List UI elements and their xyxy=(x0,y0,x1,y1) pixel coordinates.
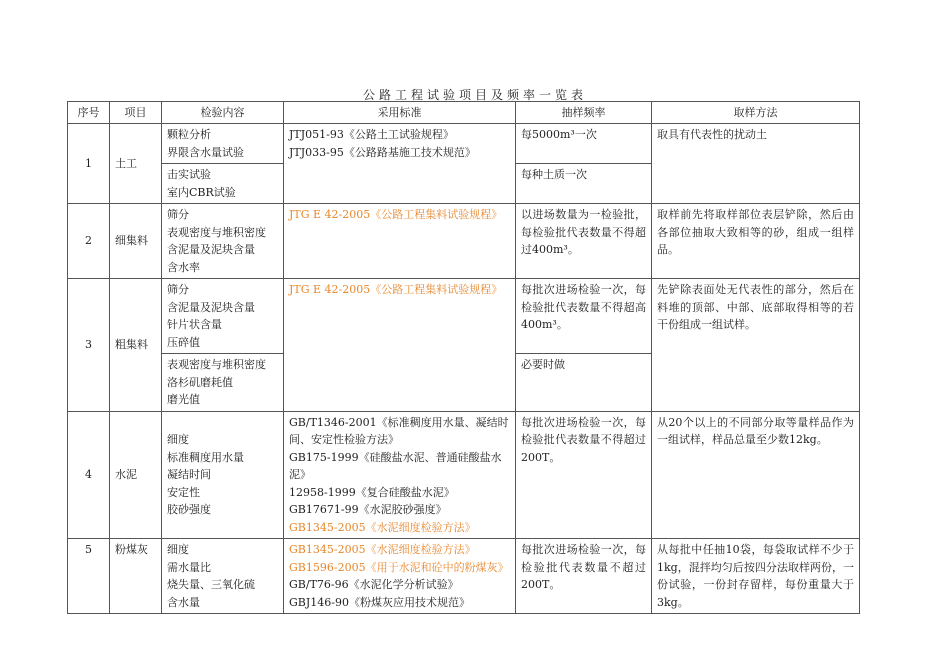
row-no: 2 xyxy=(68,204,110,279)
table-row xyxy=(68,124,860,164)
row-frequency: 以进场数量为一检验批，每检验批代表数量不得超过400m³。 xyxy=(516,204,652,279)
content-line: 烧失量、三氧化硫 xyxy=(167,578,255,591)
content-line: 含泥量及泥块含量 xyxy=(167,243,255,256)
table-header-row xyxy=(68,102,860,124)
content-line: 针片状含量 xyxy=(167,318,222,331)
row-no: 4 xyxy=(68,411,110,539)
content-line: 需水量比 xyxy=(167,560,211,574)
standard-line-highlight: GB1345-2005《水泥细度检验方法》 xyxy=(289,543,476,556)
standard-line: GB/T76-96《水泥化学分析试验》 xyxy=(289,578,459,591)
standard-line: GBJ146-90《粉煤灰应用技术规范》 xyxy=(289,595,470,609)
row-no: 3 xyxy=(68,279,110,412)
standard-line: JTJ033-95《公路路基施工技术规范》 xyxy=(289,145,476,159)
content-line: 安定性 xyxy=(167,485,200,499)
standard-line: 12958-1999《复合硅酸盐水泥》 xyxy=(289,485,455,499)
row-no: 1 xyxy=(68,124,110,204)
table-row xyxy=(68,204,860,279)
row-item: 土工 xyxy=(110,124,162,204)
row-standard xyxy=(284,411,516,539)
row-no: 5 xyxy=(68,539,110,614)
page-title: 公路工程试验项目及频率一览表 xyxy=(362,88,587,102)
standard-line: GB17671-99《水泥胶砂强度》 xyxy=(289,503,447,516)
row-content xyxy=(162,279,284,354)
content-line: 筛分 xyxy=(167,208,189,221)
content-line: 击实试验 xyxy=(167,168,211,181)
row-standard xyxy=(284,539,516,614)
header-no: 序号 xyxy=(68,102,110,124)
row-content xyxy=(162,539,284,614)
content-line: 颗粒分析 xyxy=(167,128,211,141)
row-content xyxy=(162,411,284,539)
content-line: 含泥量及泥块含量 xyxy=(167,300,255,314)
standard-line: GB175-1999《硅酸盐水泥、普通硅酸盐水泥》 xyxy=(289,450,502,481)
row-standard: JTG E 42-2005《公路工程集料试验规程》 xyxy=(284,204,516,279)
row-method: 先铲除表面处无代表性的部分，然后在料堆的顶部、中部、底部取得相等的若干份组成一组试样。 xyxy=(652,279,860,412)
content-line: 含水率 xyxy=(167,260,200,274)
content-line: 含水量 xyxy=(167,595,200,609)
row-frequency: 每批次进场检验一次，每检验批代表数量不得超过200T。 xyxy=(516,411,652,539)
row-frequency: 必要时做 xyxy=(516,354,652,412)
header-frequency: 抽样频率 xyxy=(516,102,652,124)
frequency-text: 每5000m³一次 xyxy=(521,128,597,141)
content-line: 细度 xyxy=(167,433,189,446)
content-line: 凝结时间 xyxy=(167,468,211,481)
table-row xyxy=(68,411,860,539)
content-line: 表观密度与堆积密度 xyxy=(167,358,266,371)
row-item: 粗集料 xyxy=(110,279,162,412)
standard-line-highlight: GB1345-2005《水泥细度检验方法》 xyxy=(289,520,476,534)
row-content xyxy=(162,354,284,412)
row-standard: JTG E 42-2005《公路工程集料试验规程》 xyxy=(284,279,516,412)
content-line: 界限含水量试验 xyxy=(167,145,244,159)
row-frequency xyxy=(516,124,652,164)
content-line: 磨光值 xyxy=(167,393,200,406)
header-content: 检验内容 xyxy=(162,102,284,124)
row-method: 取具有代表性的扰动土 xyxy=(652,124,860,204)
content-line: 压碎值 xyxy=(167,335,200,349)
header-method: 取样方法 xyxy=(652,102,860,124)
row-item: 粉煤灰 xyxy=(110,539,162,614)
content-line: 标准稠度用水量 xyxy=(167,450,244,464)
row-standard xyxy=(284,124,516,204)
content-line: 细度 xyxy=(167,543,189,556)
row-item: 细集料 xyxy=(110,204,162,279)
content-line: 洛杉矶磨耗值 xyxy=(167,375,233,389)
table-row xyxy=(68,539,860,614)
row-frequency: 每批次进场检验一次，每检验批代表数量不超过200T。 xyxy=(516,539,652,614)
content-line: 胶砂强度 xyxy=(167,503,211,516)
content-line: 筛分 xyxy=(167,283,189,296)
row-method: 从20个以上的不同部分取等量样品作为一组试样，样品总量至少数12kg。 xyxy=(652,411,860,539)
row-method: 从每批中任抽10袋，每袋取试样不少于1kg，混拌均匀后按四分法取样两份，一份试验，一份封存留样，每份重量大于3kg。 xyxy=(652,539,860,614)
row-method: 取样前先将取样部位表层铲除，然后由各部位抽取大致相等的砂，组成一组样品。 xyxy=(652,204,860,279)
row-frequency: 每批次进场检验一次，每检验批代表数量不得超高400m³。 xyxy=(516,279,652,354)
row-content xyxy=(162,164,284,204)
standard-line: GB/T1346-2001《标准稠度用水量、凝结时间、安定性检验方法》 xyxy=(289,415,509,446)
header-standard: 采用标准 xyxy=(284,102,516,124)
standard-line: JTJ051-93《公路土工试验规程》 xyxy=(289,128,454,141)
test-items-table xyxy=(67,101,860,614)
row-content xyxy=(162,204,284,279)
content-line: 室内CBR试验 xyxy=(167,185,236,199)
row-content xyxy=(162,124,284,164)
content-line: 表观密度与堆积密度 xyxy=(167,225,266,239)
row-frequency: 每种土质一次 xyxy=(516,164,652,204)
table-row xyxy=(68,279,860,354)
header-item: 项目 xyxy=(110,102,162,124)
standard-line-highlight: GB1596-2005《用于水泥和砼中的粉煤灰》 xyxy=(289,560,509,574)
row-item: 水泥 xyxy=(110,411,162,539)
